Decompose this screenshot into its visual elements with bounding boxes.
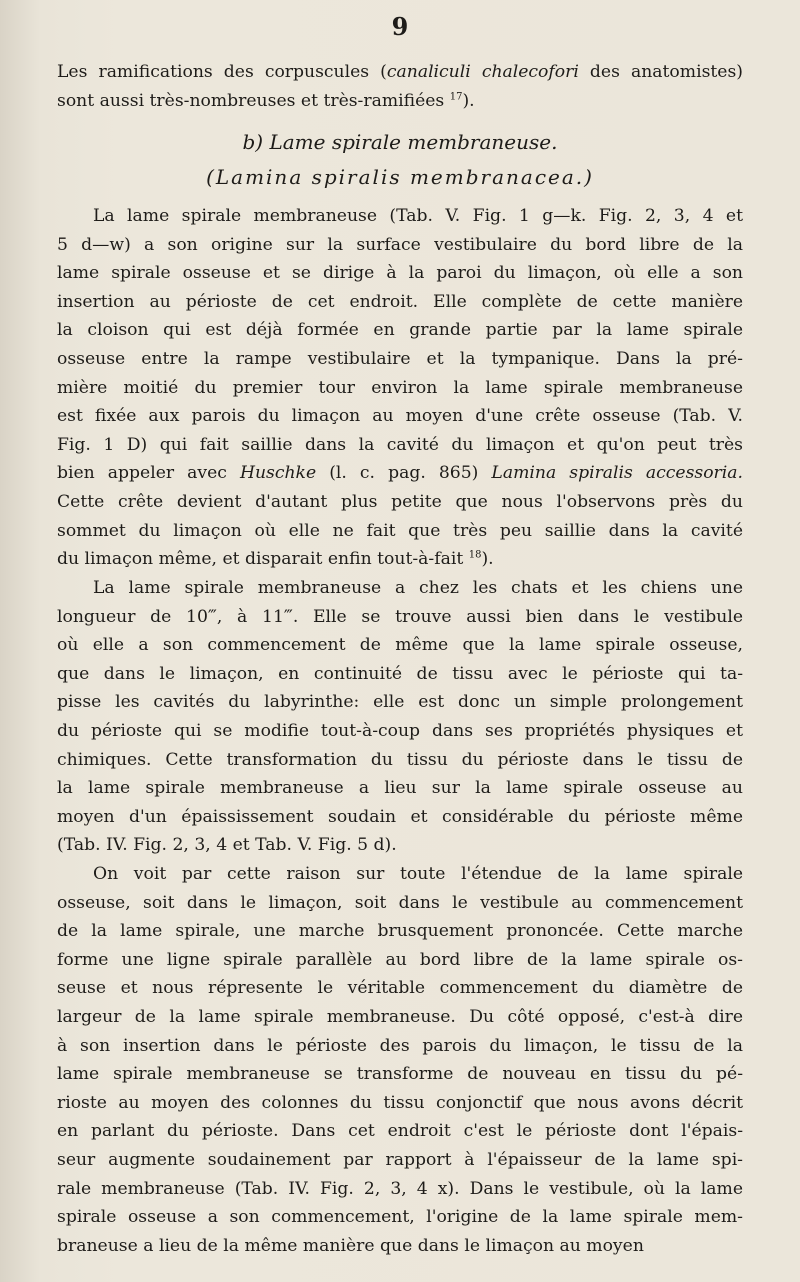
paragraph-1 [57,202,743,574]
paragraph-3 [57,860,743,1260]
text-line: lame spirale membraneuse se transforme de nouveau en tissu du pé- [57,1064,743,1085]
text-line: Cette crête devient d'autant plus petite que nous l'observons près du [57,491,743,512]
intro-line-1: Les ramifications des corpuscules (canaliculi chalecofori des anatomistes) [57,62,743,82]
text-line: chimiques. Cette transformation du tissu du périoste dans le tissu de [57,749,743,770]
text-line: en parlant du périoste. Dans cet endroit c'est le périoste dont l'épais- [57,1121,743,1142]
text-line: que dans le limaçon, en continuité de tissu avec le périoste qui ta- [57,663,743,684]
text-line: rioste au moyen des colonnes du tissu conjonctif que nous avons décrit [57,1092,743,1113]
text-line: forme une ligne spirale parallèle au bord libre de la lame spirale os- [57,949,743,970]
text-line: largeur de la lame spirale membraneuse. Du côté opposé, c'est-à dire [57,1006,743,1027]
text-line: où elle a son commencement de même que la lame spirale osseuse, [57,635,743,656]
intro-paragraph [57,58,743,115]
text-line: (Tab. IV. Fig. 2, 3, 4 et Tab. V. Fig. 5 d). [57,835,397,856]
text-line: de la lame spirale, une marche brusquement prononcée. Cette marche [57,921,743,942]
text-line: seuse et nous répresente le véritable commencement du diamètre de [57,978,743,999]
intro-italic-term: canaliculi chalecofori [386,62,579,82]
latin-term: Lamina spiralis accessoria. [491,463,743,484]
text-line: seur augmente soudainement par rapport à l'épaisseur de la lame spi- [57,1149,743,1170]
paragraph-2 [57,574,743,860]
text-line: la lame spirale membraneuse a lieu sur la lame spirale osseuse au [57,778,743,799]
text-line: mière moitié du premier tour environ la lame spirale membraneuse [57,377,743,398]
text-line: sommet du limaçon où elle ne fait que très peu saillie dans la cavité [57,520,743,541]
text-line: osseuse entre la rampe vestibulaire et la tympanique. Dans la pré- [57,348,743,369]
text-line: longueur de 10‴, à 11‴. Elle se trouve aussi bien dans le vestibule [57,606,743,627]
text-line: osseuse, soit dans le limaçon, soit dans le vestibule au commencement [57,892,743,913]
text-line: du limaçon même, et disparait enfin tout-à-fait $^{18}$). [57,549,494,570]
text-line: braneuse a lieu de la même manière que dans le limaçon au moyen [57,1235,644,1256]
text-line: rale membraneuse (Tab. IV. Fig. 2, 3, 4 x). Dans le vestibule, où la lame [57,1178,743,1199]
text-line: La lame spirale membraneuse (Tab. V. Fig. 1 g—k. Fig. 2, 3, 4 et [93,206,743,226]
text-line: lame spirale osseuse et se dirige à la paroi du limaçon, où elle a son [57,263,743,284]
text-line: est fixée aux parois du limaçon au moyen d'une crête osseuse (Tab. V. [57,406,743,427]
text-line: à son insertion dans le périoste des parois du limaçon, le tissu de la [57,1035,743,1056]
text-line: pisse les cavités du labyrinthe: elle est donc un simple prolongement [57,692,743,713]
text-line: On voit par cette raison sur toute l'étendue de la lame spirale [93,864,743,884]
text-line: spirale osseuse a son commencement, l'origine de la lame spirale mem- [57,1207,743,1228]
text-line: Fig. 1 D) qui fait saillie dans la cavité du limaçon et qu'on peut très [57,434,743,455]
text-line: La lame spirale membraneuse a chez les chats et les chiens une [93,578,743,598]
intro-line-2: sont aussi très-nombreuses et très-ramifiées $^{17}$). [57,90,475,111]
text-line: bien appeler avec Huschke (l. c. pag. 865) Lamina spiralis accessoria. [57,463,743,484]
text-line: moyen d'un épaississement soudain et considérable du périoste même [57,806,743,827]
text-line: du périoste qui se modifie tout-à-coup dans ses propriétés physiques et [57,720,743,741]
section-title: b) Lame spirale membraneuse. [242,130,558,154]
text-line: la cloison qui est déjà formée en grande partie par la lame spirale [57,320,743,341]
section-subtitle: (Lamina spiralis membranacea.) [206,165,594,189]
page-number: 9 [391,12,409,41]
text-line: insertion au périoste de cet endroit. Elle complète de cette manière [57,291,743,312]
text-line: 5 d—w) a son origine sur la surface vestibulaire du bord libre de la [57,234,743,255]
author-name: Huschke [239,463,317,484]
footnote-ref: 18 [468,549,482,561]
footnote-ref: 17 [449,90,463,102]
